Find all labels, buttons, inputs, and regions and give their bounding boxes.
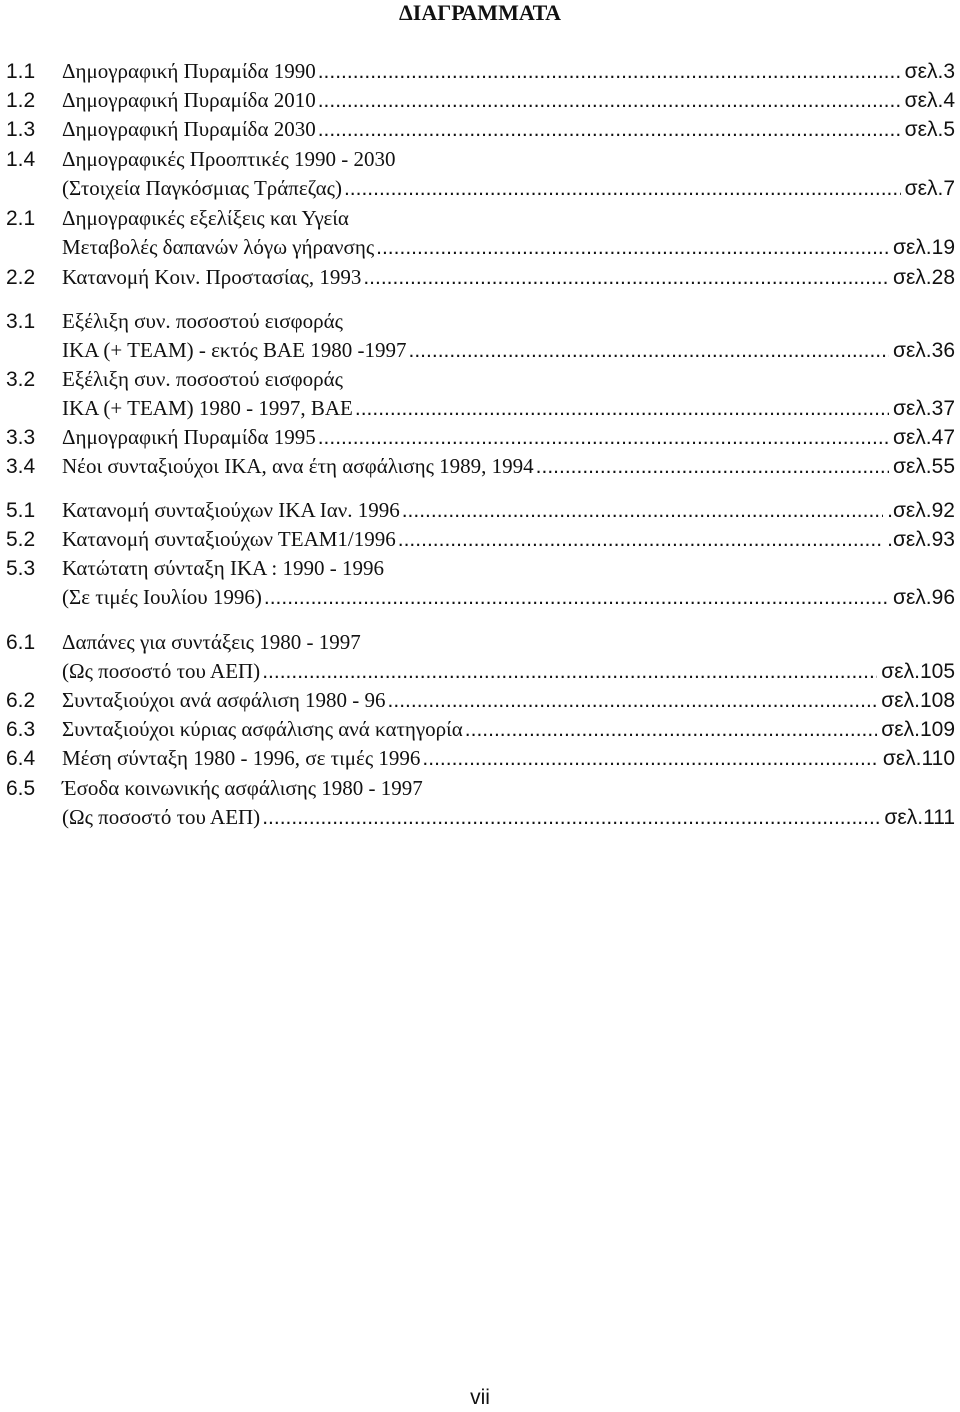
toc-line [0, 423, 960, 452]
toc-entry [62, 554, 955, 583]
toc-entry-number: 6.4 [6, 747, 36, 770]
toc-page-ref: .σελ.93 [887, 528, 955, 551]
toc-entry-title: Νέοι συνταξιούχοι ΙΚΑ, ανα έτη ασφάλισης 1989, 1994 [62, 454, 534, 478]
dot-leader [262, 657, 877, 686]
toc-page-ref: σελ.105 [881, 660, 955, 683]
toc-entry [62, 365, 955, 394]
toc-entry [62, 57, 955, 86]
toc-line [0, 803, 960, 832]
toc-line [0, 774, 960, 803]
toc-line [0, 365, 960, 394]
toc-entry [62, 307, 955, 336]
dot-leader [318, 57, 901, 86]
toc-entry [62, 496, 955, 525]
toc-entry-number: 3.3 [6, 426, 36, 449]
page-title: ΔΙΑΓΡΑΜΜΑΤΑ [398, 0, 562, 25]
toc-page-ref: σελ.111 [884, 806, 955, 829]
toc-entry-number: 6.3 [6, 718, 36, 741]
toc-line [0, 628, 960, 657]
toc-page-ref: σελ.4 [904, 89, 955, 112]
dot-leader [388, 686, 878, 715]
toc-entry [62, 145, 955, 174]
toc-entry-number: 1.3 [6, 118, 36, 141]
toc-page-ref: σελ.96 [892, 586, 955, 609]
toc-page-ref: σελ.108 [881, 689, 955, 712]
toc-entry-title: Κατανομή συνταξιούχων ΙΚΑ Ιαν. 1996 [62, 498, 400, 522]
dot-leader [318, 115, 901, 144]
toc-entry-title: Δημογραφικές Προοπτικές 1990 - 2030 [62, 147, 396, 171]
toc-page-ref: σελ.5 [904, 118, 955, 141]
page-number: vii [470, 1386, 490, 1409]
dot-leader [344, 174, 901, 203]
toc-page-ref: σελ.28 [892, 266, 955, 289]
toc-entry-number: 2.1 [6, 207, 36, 230]
toc-entry-number: 3.4 [6, 455, 36, 478]
dot-leader [398, 525, 883, 554]
toc-line [0, 452, 960, 481]
toc-entry [62, 263, 955, 292]
toc-entry [62, 452, 955, 481]
dot-leader [318, 86, 901, 115]
dot-leader [376, 233, 889, 262]
toc-entry-number: 5.3 [6, 557, 36, 580]
toc-entry-title: ΙΚΑ (+ ΤΕΑΜ) 1980 - 1997, ΒΑΕ [62, 396, 353, 420]
toc-entry [62, 803, 955, 832]
dot-leader [402, 496, 883, 525]
toc-entry [62, 115, 955, 144]
toc-entry-title: Δαπάνες για συντάξεις 1980 - 1997 [62, 630, 361, 654]
toc-entry-title: Δημογραφική Πυραμίδα 2010 [62, 88, 316, 112]
toc-entry-title: (Ως ποσοστό του ΑΕΠ) [62, 659, 261, 683]
toc-entry-number: 6.2 [6, 689, 36, 712]
toc-entry [62, 336, 955, 365]
toc-line [0, 204, 960, 233]
toc-entry-title: Έσοδα κοινωνικής ασφάλισης 1980 - 1997 [62, 776, 423, 800]
toc-entry [62, 423, 955, 452]
dot-leader [318, 423, 889, 452]
dot-leader [363, 263, 889, 292]
toc-page-ref: σελ.7 [904, 177, 955, 200]
toc-entry-number: 1.2 [6, 89, 36, 112]
toc-entry [62, 525, 955, 554]
toc-entry [62, 174, 955, 203]
toc-line [0, 686, 960, 715]
toc-entry-title: Δημογραφικές εξελίξεις και Υγεία [62, 206, 349, 230]
toc-line [0, 307, 960, 336]
toc-entry [62, 86, 955, 115]
toc-entry-title: Κατώτατη σύνταξη ΙΚΑ : 1990 - 1996 [62, 556, 385, 580]
toc-page-ref: .σελ.92 [887, 499, 955, 522]
toc-line [0, 394, 960, 423]
toc-entry-title: Εξέλιξη συν. ποσοστού εισφοράς [62, 309, 343, 333]
toc-entry [62, 394, 955, 423]
toc-entry-number: 6.5 [6, 777, 36, 800]
dot-leader [536, 452, 889, 481]
toc-line [0, 744, 960, 773]
dot-leader [355, 394, 889, 423]
toc-line [0, 715, 960, 744]
toc-entry-number: 6.1 [6, 631, 36, 654]
toc-entry-title: Εξέλιξη συν. ποσοστού εισφοράς [62, 367, 343, 391]
toc-line [0, 336, 960, 365]
toc-entry-title: Συνταξιούχοι κύριας ασφάλισης ανά κατηγορία [62, 717, 463, 741]
toc-entry [62, 774, 955, 803]
toc-entry-title: (Ως ποσοστό του ΑΕΠ) [62, 805, 261, 829]
toc-line [0, 263, 960, 292]
toc-entry [62, 583, 955, 612]
toc-line [0, 233, 960, 262]
toc-line [0, 525, 960, 554]
toc-entry-title: Μέση σύνταξη 1980 - 1996, σε τιμές 1996 [62, 746, 421, 770]
toc-page-ref: σελ.19 [892, 236, 955, 259]
toc-entry-title: Δημογραφική Πυραμίδα 2030 [62, 117, 316, 141]
toc-page-ref: σελ.36 [892, 339, 955, 362]
toc-entry-title: Κατανομή Κοιν. Προστασίας, 1993 [62, 265, 362, 289]
toc-page-ref: σελ.109 [881, 718, 955, 741]
toc-line [0, 57, 960, 86]
toc-entry-title: ΙΚΑ (+ ΤΕΑΜ) - εκτός ΒΑΕ 1980 -1997 [62, 338, 407, 362]
dot-leader [262, 803, 880, 832]
dot-leader [422, 744, 878, 773]
toc-entry [62, 744, 955, 773]
toc-entry-number: 5.2 [6, 528, 36, 551]
toc-entry-title: Συνταξιούχοι ανά ασφάλιση 1980 - 96 [62, 688, 386, 712]
toc-entry-title: Δημογραφική Πυραμίδα 1995 [62, 425, 316, 449]
toc-line [0, 554, 960, 583]
toc-entry [62, 715, 955, 744]
toc-page-ref: σελ.37 [892, 397, 955, 420]
toc-page-ref: σελ.3 [904, 60, 955, 83]
toc-line [0, 115, 960, 144]
toc-entry-title: (Στοιχεία Παγκόσμιας Τράπεζας) [62, 176, 342, 200]
toc-entry-number: 3.1 [6, 310, 36, 333]
toc-page-ref: σελ.110 [882, 747, 955, 770]
toc-entry-title: Δημογραφική Πυραμίδα 1990 [62, 59, 316, 83]
toc-line [0, 174, 960, 203]
toc-entry-number: 3.2 [6, 368, 36, 391]
toc-entry-title: Μεταβολές δαπανών λόγω γήρανσης [62, 235, 375, 259]
toc-entry [62, 204, 955, 233]
toc-line [0, 583, 960, 612]
toc-line [0, 145, 960, 174]
toc-entry-number: 2.2 [6, 266, 36, 289]
toc-entry [62, 686, 955, 715]
toc-entry-title: (Σε τιμές Ιουλίου 1996) [62, 585, 262, 609]
toc-page-ref: σελ.47 [892, 426, 955, 449]
toc-entry [62, 657, 955, 686]
dot-leader [409, 336, 889, 365]
dot-leader [264, 583, 889, 612]
toc-entry-title: Κατανομή συνταξιούχων ΤΕΑΜ1/1996 [62, 527, 396, 551]
toc-entry [62, 628, 955, 657]
toc-page-ref: σελ.55 [892, 455, 955, 478]
toc-line [0, 86, 960, 115]
toc-entry-number: 1.4 [6, 148, 36, 171]
toc-entry-number: 1.1 [6, 60, 36, 83]
toc-line [0, 496, 960, 525]
dot-leader [465, 715, 878, 744]
toc-line [0, 657, 960, 686]
toc-entry [62, 233, 955, 262]
toc-entry-number: 5.1 [6, 499, 36, 522]
